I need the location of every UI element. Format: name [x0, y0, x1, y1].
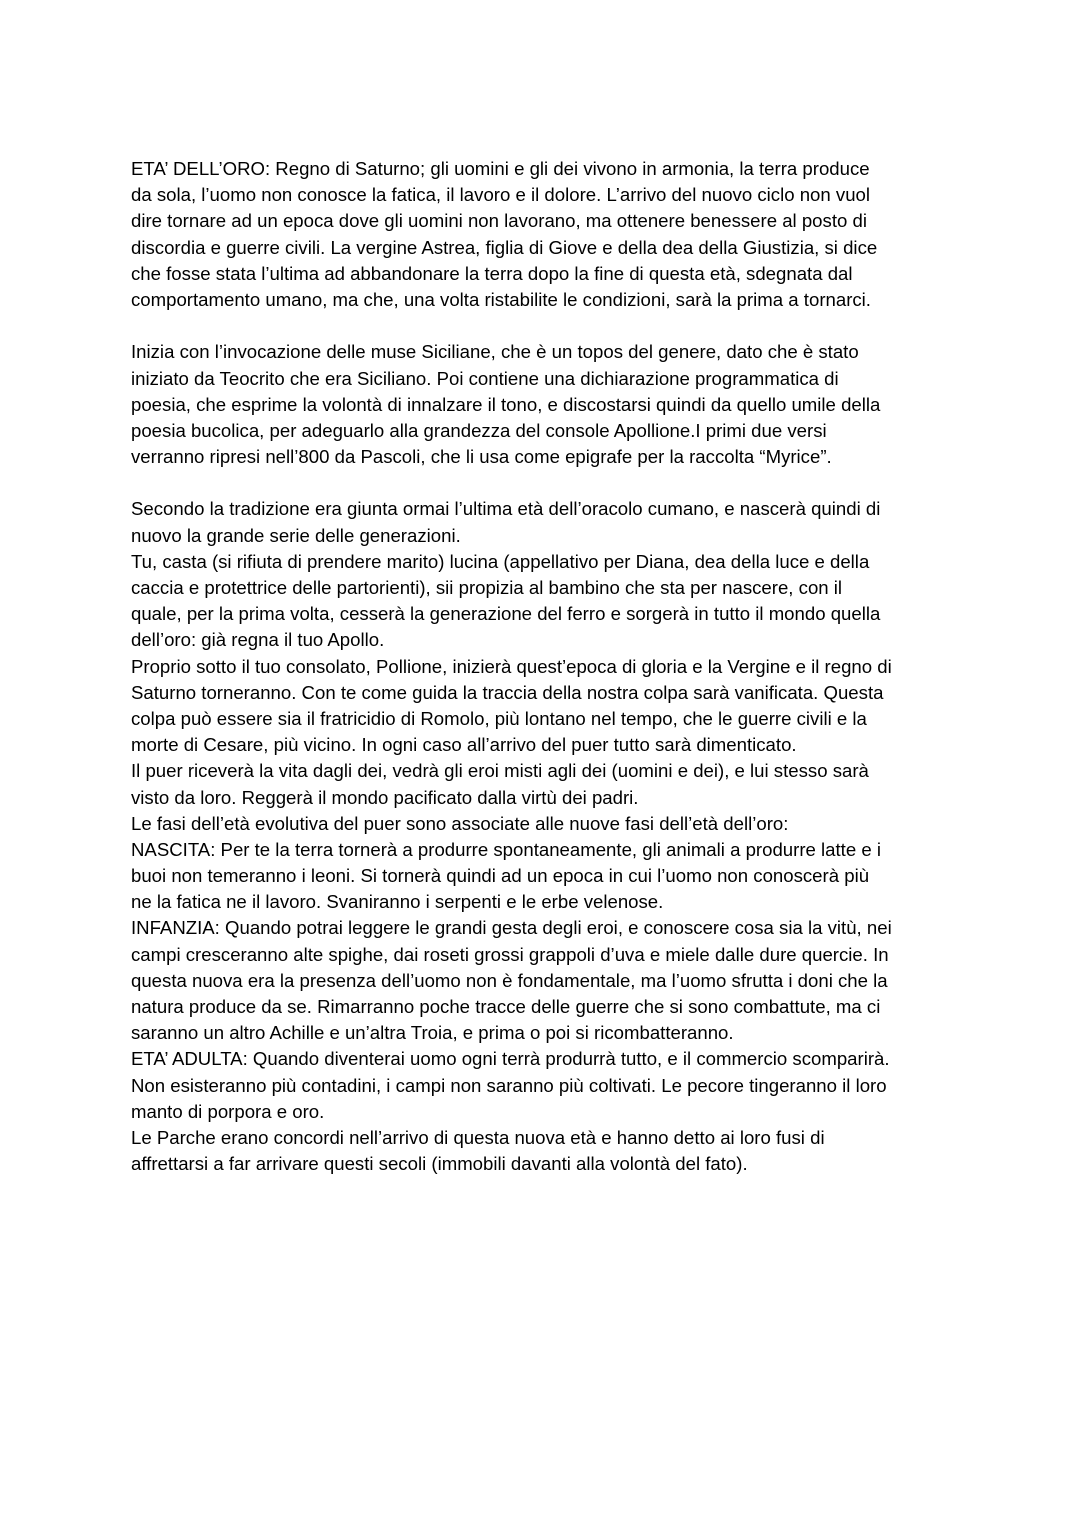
text-line: colpa può essere sia il fratricidio di Romolo, più lontano nel tempo, che le guerre civili e la [131, 707, 867, 729]
text-line: verranno ripresi nell’800 da Pascoli, che li usa come epigrafe per la raccolta “Myrice”. [131, 446, 832, 468]
text-line: NASCITA: Per te la terra tornerà a produrre spontaneamente, gli animali a produrre latte e i [131, 838, 881, 860]
text-line: Le fasi dell’età evolutiva del puer sono associate alle nuove fasi dell’età dell’oro: [131, 812, 789, 834]
text-line: Tu, casta (si rifiuta di prendere marito) lucina (appellativo per Diana, dea della luce e della [131, 550, 870, 572]
text-line: questa nuova era la presenza dell’uomo non è fondamentale, ma l’uomo sfrutta i doni che la [131, 969, 888, 991]
text-line: ETA’ DELL’ORO: Regno di Saturno; gli uomini e gli dei vivono in armonia, la terra produce [131, 158, 870, 179]
text-line: dell’oro: già regna il tuo Apollo. [131, 629, 385, 651]
text-line: dire tornare ad un epoca dove gli uomini non lavorano, ma ottenere benessere al posto di [131, 210, 867, 232]
paragraph-gap [131, 470, 953, 496]
text-line: iniziato da Teocrito che era Siciliano. Poi contiene una dichiarazione programmatica di [131, 367, 839, 389]
text-line: INFANZIA: Quando potrai leggere le grandi gesta degli eroi, e conoscere cosa sia la vitù, nei [131, 917, 892, 939]
text-line: Proprio sotto il tuo consolato, Pollione, inizierà quest’epoca di gloria e la Vergine e il regno di [131, 655, 892, 677]
text-line: caccia e protettrice delle partorienti), sii propizia al bambino che sta per nascere, con il [131, 577, 843, 598]
text-line: poesia, che esprime la volontà di innalzare il tono, e discostarsi quindi da quello umile della [131, 393, 881, 415]
text-line: nuovo la grande serie delle generazioni. [131, 524, 461, 546]
text-line: da sola, l’uomo non conosce la fatica, il lavoro e il dolore. L’arrivo del nuovo ciclo non vuol [131, 184, 871, 206]
text-line: comportamento umano, ma che, una volta ristabilite le condizioni, sarà la prima a tornarci. [131, 288, 871, 310]
text-line: Secondo la tradizione era giunta ormai l’ultima età dell’oracolo cumano, e nascerà quindi di [131, 498, 881, 520]
text-line: discordia e guerre civili. La vergine Astrea, figlia di Giove e della dea della Giustizia, si dice [131, 236, 878, 258]
text-line: che fosse stata l’ultima ad abbandonare la terra dopo la fine di questa età, sdegnata dal [131, 262, 853, 284]
text-line: ne la fatica ne il lavoro. Svaniranno i serpenti e le erbe velenose. [131, 891, 664, 913]
text-line: Non esisteranno più contadini, i campi non saranno più coltivati. Le pecore tingeranno il loro [131, 1074, 887, 1096]
text-line: manto di porpora e oro. [131, 1100, 325, 1122]
text-line: buoi non temeranno i leoni. Si tornerà quindi ad un epoca in cui l’uomo non conoscerà più [131, 865, 870, 887]
text-line: Saturno torneranno. Con te come guida la traccia della nostra colpa sarà vanificata. Questa [131, 681, 884, 703]
text-line: Le Parche erano concordi nell’arrivo di questa nuova età e hanno detto ai loro fusi di [131, 1126, 825, 1148]
text-line: affrettarsi a far arrivare questi secoli (immobili davanti alla volontà del fato). [131, 1153, 748, 1175]
text-line: morte di Cesare, più vicino. In ogni caso all’arrivo del puer tutto sarà dimenticato. [131, 734, 797, 756]
text-line: ETA’ ADULTA: Quando diventerai uomo ogni terrà produrrà tutto, e il commercio scomparirà. [131, 1048, 890, 1070]
text-line: saranno un altro Achille e un’altra Troia, e prima o poi si ricombatteranno. [131, 1022, 734, 1044]
document-body [131, 156, 953, 1177]
text-line: campi cresceranno alte spighe, dai roseti grossi grappoli d’uva e miele dalle dure quercie. In [131, 943, 889, 965]
text-line: poesia bucolica, per adeguarlo alla grandezza del console Apollione.I primi due versi [131, 419, 827, 441]
text-line: natura produce da se. Rimarranno poche tracce delle guerre che si sono combattute, ma ci [131, 996, 881, 1017]
text-line: Inizia con l’invocazione delle muse Siciliane, che è un topos del genere, dato che è stato [131, 341, 859, 363]
text-line: Il puer riceverà la vita dagli dei, vedrà gli eroi misti agli dei (uomini e dei), e lui stesso sarà [131, 760, 869, 782]
paragraph-gap [131, 313, 953, 339]
text-line: visto da loro. Reggerà il mondo pacificato dalla virtù dei padri. [131, 786, 639, 808]
text-line: quale, per la prima volta, cesserà la generazione del ferro e sorgerà in tutto il mondo quella [131, 603, 881, 625]
